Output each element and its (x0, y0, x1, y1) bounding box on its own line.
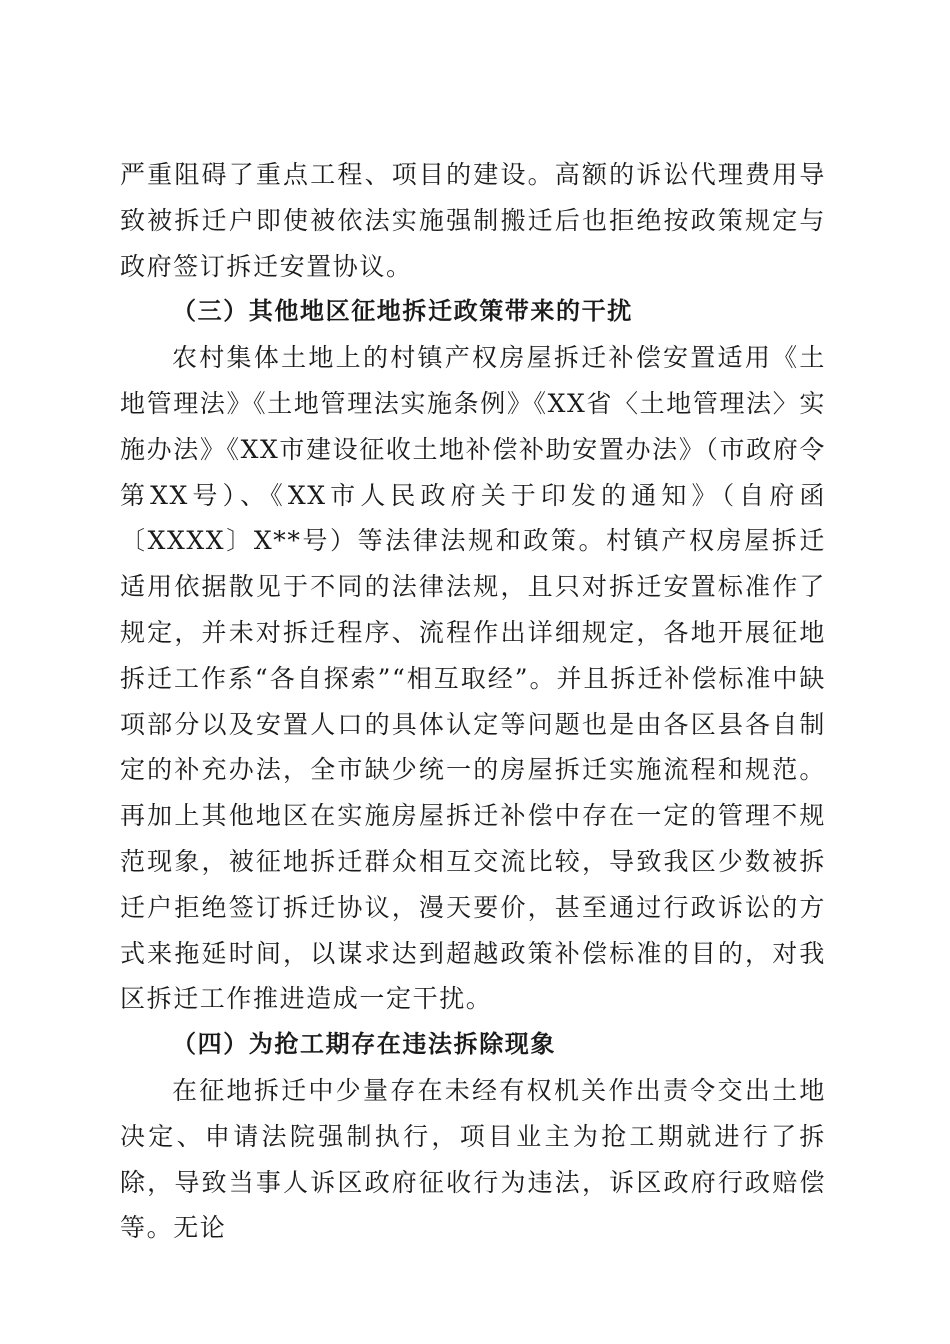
paragraph-2: 农村集体土地上的村镇产权房屋拆迁补偿安置适用《土地管理法》《土地管理法实施条例》《XX省〈土地管理法〉实施办法》《XX市建设征收土地补偿补助安置办法》（市政府令第XX号）、《XX市人民政府关于印发的通知》（自府函〔XXXX〕X**号）等法律法规和政策。村镇产权房屋拆迁适用依据散见于不同的法律法规，且只对拆迁安置标准作了规定，并未对拆迁程序、流程作出详细规定，各地开展征地拆迁工作系“各自探索”“相互取经”。并且拆迁补偿标准中缺项部分以及安置人口的具体认定等问题也是由各区县各自制定的补充办法，全市缺少统一的房屋拆迁实施流程和规范。再加上其他地区在实施房屋拆迁补偿中存在一定的管理不规范现象，被征地拆迁群众相互交流比较，导致我区少数被拆迁户拒绝签订拆迁协议，漫天要价，甚至通过行政诉讼的方式来拖延时间，以谋求达到超越政策补偿标准的目的，对我区拆迁工作推进造成一定干扰。 (120, 343, 826, 1014)
paragraph-3: 在征地拆迁中少量存在未经有权机关作出责令交出土地决定、申请法院强制执行，项目业主为抢工期就进行了拆除，导致当事人诉区政府征收行为违法，诉区政府行政赔偿等。无论 (120, 1075, 826, 1243)
document-body (120, 152, 826, 1251)
section-heading-3: （三）其他地区征地拆迁政策带来的干扰 (172, 297, 633, 326)
paragraph-1: 严重阻碍了重点工程、项目的建设。高额的诉讼代理费用导致被拆迁户即使被依法实施强制搬迁后也拒绝按政策规定与政府签订拆迁安置协议。 (120, 160, 826, 281)
section-heading-4: （四）为抢工期存在违法拆除现象 (172, 1030, 556, 1059)
